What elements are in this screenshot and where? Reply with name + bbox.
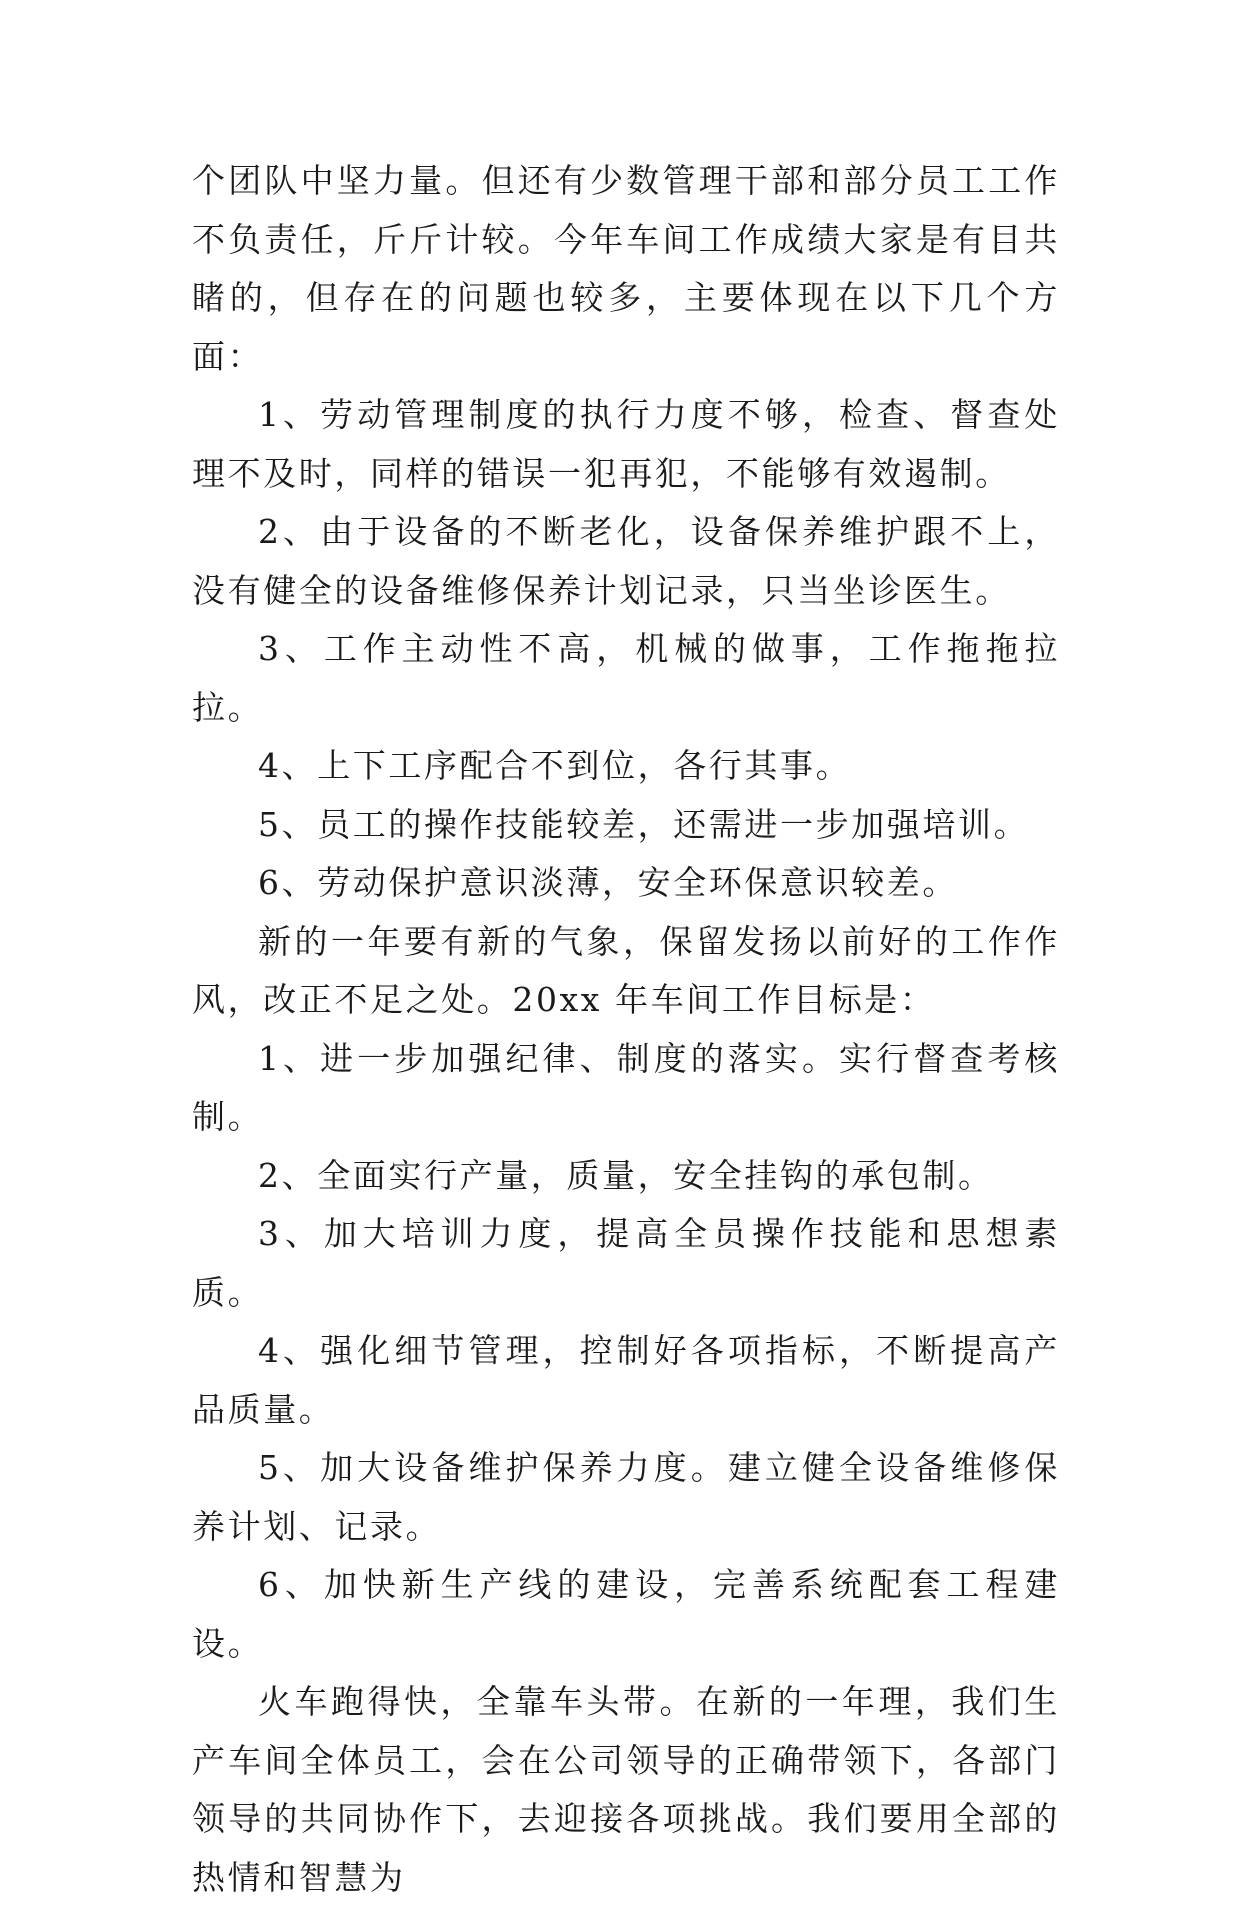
document-body xyxy=(192,152,1060,1907)
problem-item-1: 1、劳动管理制度的执行力度不够，检查、督查处理不及时，同样的错误一犯再犯，不能够有效遏制。 xyxy=(192,395,1060,493)
goal-item-5: 5、加大设备维护保养力度。建立健全设备维修保养计划、记录。 xyxy=(192,1448,1060,1546)
problem-item-3: 3、工作主动性不高，机械的做事，工作拖拖拉拉。 xyxy=(192,629,1060,727)
goal-item-6: 6、加快新生产线的建设，完善系统配套工程建设。 xyxy=(192,1565,1060,1663)
goal-item-2: 2、全面实行产量，质量，安全挂钩的承包制。 xyxy=(258,1155,994,1195)
goal-item-4: 4、强化细节管理，控制好各项指标，不断提高产品质量。 xyxy=(192,1331,1060,1429)
goal-item-3: 3、加大培训力度，提高全员操作技能和思想素质。 xyxy=(192,1214,1060,1312)
paragraph-intro: 个团队中坚力量。但还有少数管理干部和部分员工工作不负责任，斤斤计较。今年车间工作成绩大家是有目共睹的，但存在的问题也较多，主要体现在以下几个方面： xyxy=(192,161,1060,376)
goal-item-1: 1、进一步加强纪律、制度的落实。实行督查考核制。 xyxy=(192,1038,1060,1136)
paragraph-goals-intro: 新的一年要有新的气象，保留发扬以前好的工作作风，改正不足之处。20xx 年车间工作目标是： xyxy=(192,921,1060,1019)
paragraph-closing: 火车跑得快，全靠车头带。在新的一年理，我们生产车间全体员工，会在公司领导的正确带领下，各部门领导的共同协作下，去迎接各项挑战。我们要用全部的热情和智慧为 xyxy=(192,1682,1060,1897)
problem-item-6: 6、劳动保护意识淡薄，安全环保意识较差。 xyxy=(258,863,958,902)
problem-item-2: 2、由于设备的不断老化，设备保养维护跟不上，没有健全的设备维修保养计划记录，只当坐诊医生。 xyxy=(192,512,1060,610)
problem-item-4: 4、上下工序配合不到位，各行其事。 xyxy=(258,746,852,785)
problem-item-5: 5、员工的操作技能较差，还需进一步加强培训。 xyxy=(258,804,1030,844)
